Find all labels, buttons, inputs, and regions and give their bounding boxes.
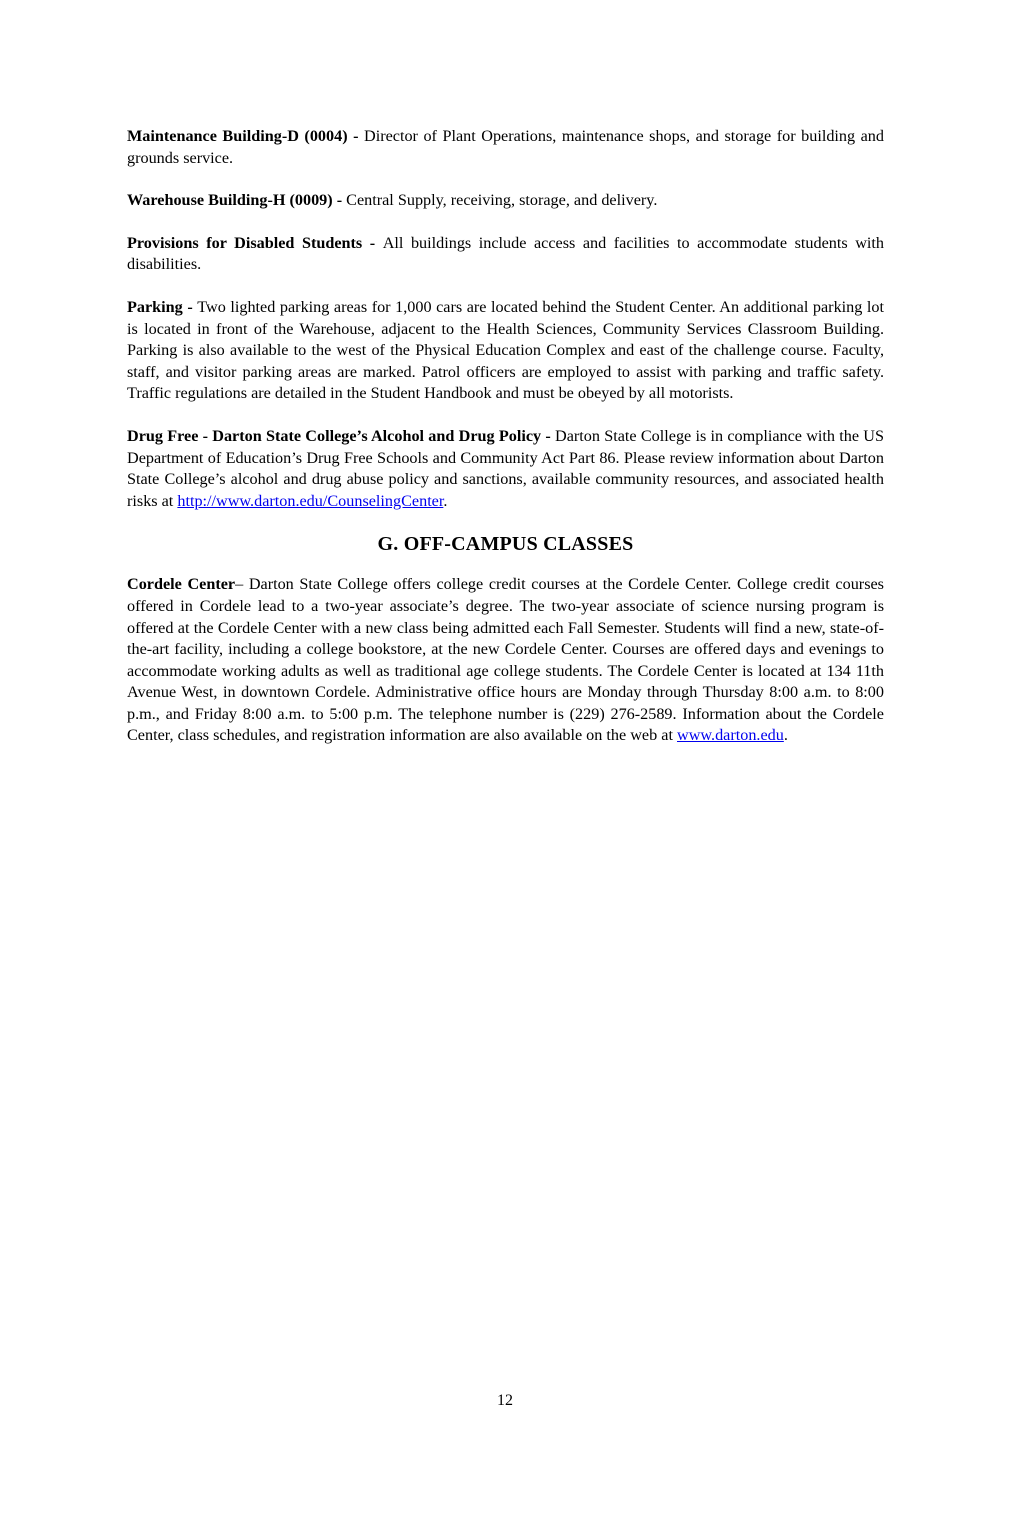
disabled-students-title: Provisions for Disabled Students - [127,233,383,252]
parking-paragraph [127,297,884,405]
cordele-center-title: Cordele Center [127,575,236,594]
cordele-center-paragraph [127,574,884,747]
maintenance-building-text: Director of Plant Operations, maintenance shops, and storage for building and grounds service. [127,127,884,167]
parking-text: Two lighted parking areas for 1,000 cars are located behind the Student Center. An additional parking lot is located in front of the Warehouse, adjacent to the Health Sciences, Community Services Classroom Building. Parking is also available to the west of the Physical Education Complex and east of the challenge course. Faculty, staff, and visitor parking areas are marked. Patrol officers are employed to assist with parking and traffic safety. Traffic regulations are detailed in the Student Handbook and must be obeyed by all motorists. [127,297,885,403]
page-number: 12 [497,1392,513,1409]
cordele-center-text: – Darton State College offers college credit courses at the Cordele Center. College credit courses offered in Cordele lead to a two-year associate’s degree. The two-year associate of science nursing program is offered at the Cordele Center with a new class being admitted each Fall Semester. Students will find a new, state-of-the-art facility, including a college bookstore, at the new Cordele Center. Courses are offered days and evenings to accommodate working adults as well as traditional age college students. The Cordele Center is located at 134 11th Avenue West, in downtown Cordele. Administrative office hours are Monday through Thursday 8:00 a.m. to 8:00 p.m., and Friday 8:00 a.m. to 5:00 p.m. The telephone number is (229) 276-2589. Information about the Cordele Center, class schedules, and registration information are also available on the web at [127,575,884,745]
disabled-students-paragraph [127,233,884,276]
warehouse-building-paragraph [127,190,884,212]
cordele-center-text-end: . [783,726,788,745]
counseling-center-link[interactable]: http://www.darton.edu/CounselingCenter [177,491,444,510]
maintenance-building-paragraph [127,126,884,169]
maintenance-building-title: Maintenance Building-D (0004) - [127,127,365,145]
disabled-students-text: All buildings include access and facilities to accommodate students with disabilities. [127,233,884,274]
drug-free-title: Drug Free - Darton State College’s Alcohol and Drug Policy - [127,426,556,445]
drug-free-paragraph [127,426,884,512]
darton-website-link[interactable]: www.darton.edu [677,726,784,745]
warehouse-building-text: Central Supply, receiving, storage, and delivery. [346,191,658,210]
parking-title: Parking - [127,297,198,316]
drug-free-text-end: . [443,491,448,510]
document-page [127,126,884,768]
section-heading: G. OFF-CAMPUS CLASSES [377,533,634,556]
drug-free-text: Darton State College is in compliance with the US Department of Education’s Drug Free Schools and Community Act Part 86. Please review information about Darton State College’s alcohol and drug abuse policy and sanctions, available community resources, and associated health risks at [127,426,884,510]
warehouse-building-title: Warehouse Building-H (0009) - [127,191,347,210]
